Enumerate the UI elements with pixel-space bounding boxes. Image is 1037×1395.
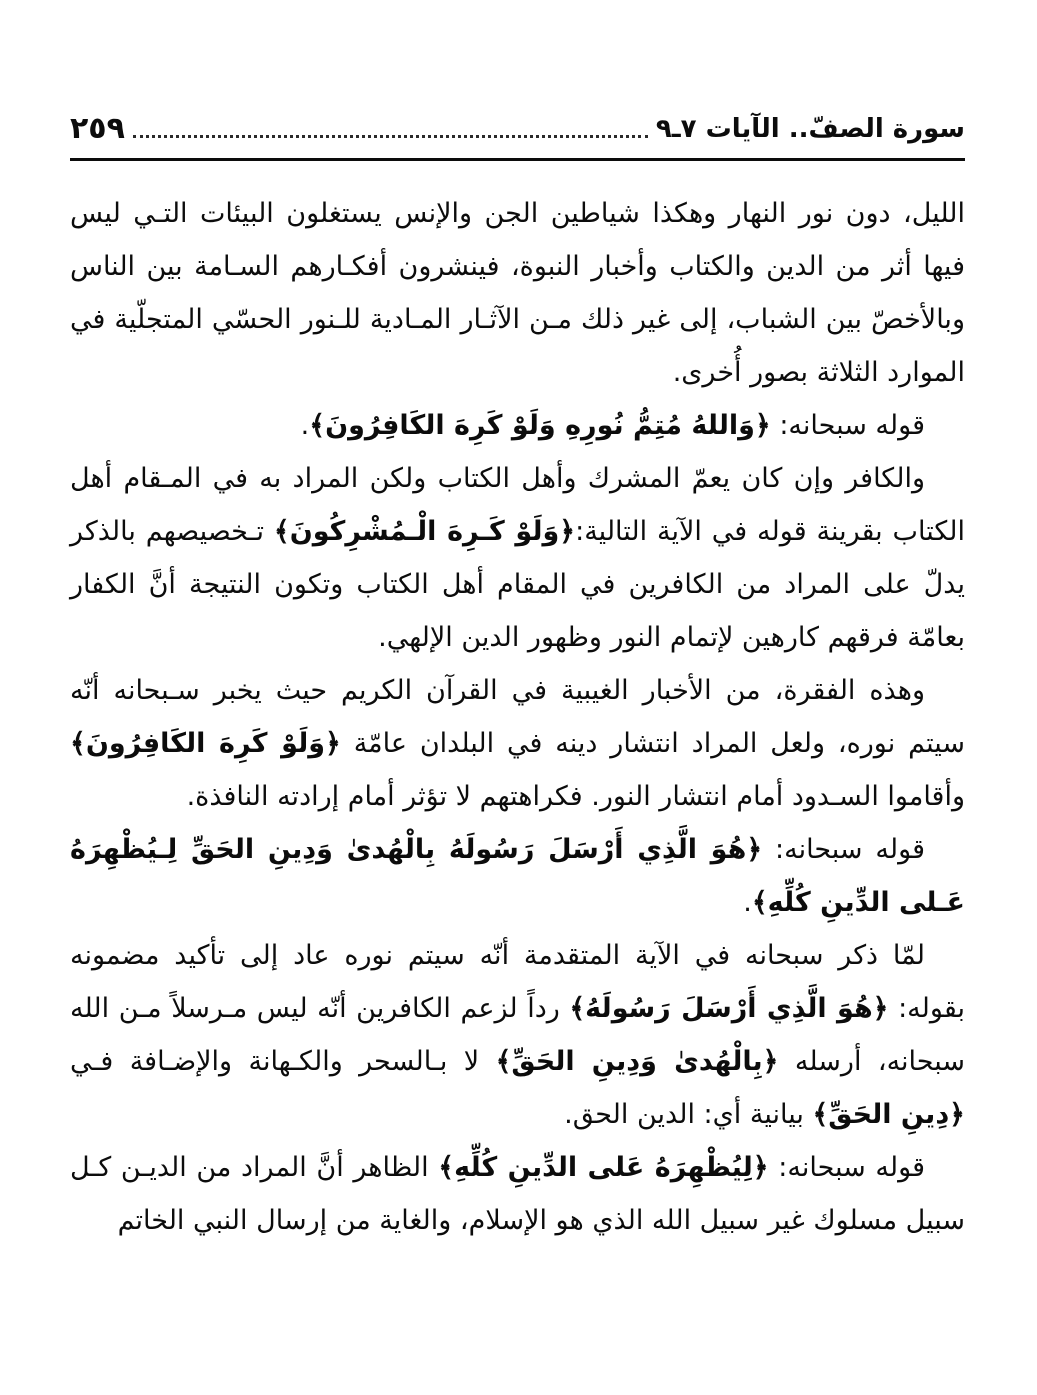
text-run: . xyxy=(743,887,752,918)
text-run: الظاهر أنَّ المراد من الديـن كـل سبيل مسلوك غير سبيل الله الذي هو الإسلام، والغاية من إرسال النبي الخاتم xyxy=(70,1152,965,1236)
quran-quote: ﴿بِالْهُدىٰ وَدِينِ الحَقِّ﴾ xyxy=(495,1046,779,1077)
header-chapter-title: سورة الصفّ.. الآيات ٧ـ٩ xyxy=(655,114,965,145)
text-run: لا بـالسحر والكـهانة والإضـافة فـي xyxy=(70,1046,496,1077)
text-run: رداً لزعم الكافرين أنّه ليس مـرسلاً مـن الله سبحانه، أرسله xyxy=(70,993,965,1077)
text-run: بيانية أي: الدين الحق. xyxy=(564,1099,813,1130)
text-run: الليل، دون نور النهار وهكذا شياطين الجن والإنس يستغلون البيئات التـي ليس فيها أثر من الدين والكتاب وأخبار النبوة، فينشرون أفكـارهم السـامة بين الناس وبالأخصّ بين الشباب، إلى غير ذلك مـن الآثـار المـادية للـنور الحسّي المتجلّية في الموارد الثلاثة بصور أُخرى. xyxy=(70,198,965,388)
header-dotted-leader xyxy=(133,135,648,138)
text-run: وهذه الفقرة، من الأخبار الغيبية في القرآن الكريم حيث يخبر سـبحانه أنّه سيتم نوره، ولعل المراد انتشار دينه في البلدان عامّة xyxy=(70,675,966,759)
paragraph xyxy=(70,1141,965,1247)
paragraph xyxy=(70,664,965,823)
text-run: . xyxy=(300,410,310,441)
quran-quote: ﴿لِيُظْهِرَهُ عَلى الدِّينِ كُلِّهِ﴾ xyxy=(438,1152,769,1183)
text-run: والكافر وإن كان يعمّ المشرك وأهل الكتاب ولكن المراد به في المـقام أهل الكتاب بقرينة قوله في الآية التالية: xyxy=(70,463,965,547)
page-number: ٢٥٩ xyxy=(70,111,125,146)
paragraph xyxy=(70,187,965,399)
text-run: قوله سبحانه: xyxy=(770,410,925,441)
quran-quote: ﴿هُوَ الَّذِي أَرْسَلَ رَسُولَهُ﴾ xyxy=(569,993,889,1024)
text-run: تـخصيصهم بالذكر يدلّ على المراد من الكافرين في المقام أهل الكتاب وتكون النتيجة أنَّ الكفار بعامّة فرقهم كارهين لإتمام النور وظهور الدين الإلهي. xyxy=(70,516,965,653)
text-run: قوله سبحانه: xyxy=(762,834,925,865)
paragraph xyxy=(70,823,965,929)
body-text xyxy=(70,187,965,1247)
text-run: لمّا ذكر سبحانه في الآية المتقدمة أنّه سيتم نوره عاد إلى تأكيد مضمونه بقوله: xyxy=(70,940,965,1024)
page-header xyxy=(70,104,965,144)
quran-quote: ﴿دِينِ الحَقِّ﴾ xyxy=(812,1099,965,1130)
text-run: وأقاموا السـدود أمام انتشار النور. فكراهتهم لا تؤثر أمام إرادته النافذة. xyxy=(186,781,965,812)
header-rule xyxy=(70,158,965,161)
paragraph xyxy=(70,929,965,1141)
paragraph xyxy=(70,399,965,452)
quran-quote: ﴿وَلَوْ كَرِهَ الكَافِرُونَ﴾ xyxy=(70,728,341,759)
quran-quote: ﴿وَلَوْ كَـرِهَ الْـمُشْرِكُونَ﴾ xyxy=(273,516,576,547)
quran-quote: ﴿وَاللهُ مُتِمُّ نُورِهِ وَلَوْ كَرِهَ الكَافِرُونَ﴾ xyxy=(309,410,771,441)
paragraph xyxy=(70,452,965,664)
quran-quote: ﴿هُوَ الَّذِي أَرْسَلَ رَسُولَهُ بِالْهُدىٰ وَدِينِ الحَقِّ لِـيُظْهِرَهُ عَـلى الدِّينِ كُلِّهِ﴾ xyxy=(70,834,965,918)
text-run: قوله سبحانه: xyxy=(768,1152,925,1183)
